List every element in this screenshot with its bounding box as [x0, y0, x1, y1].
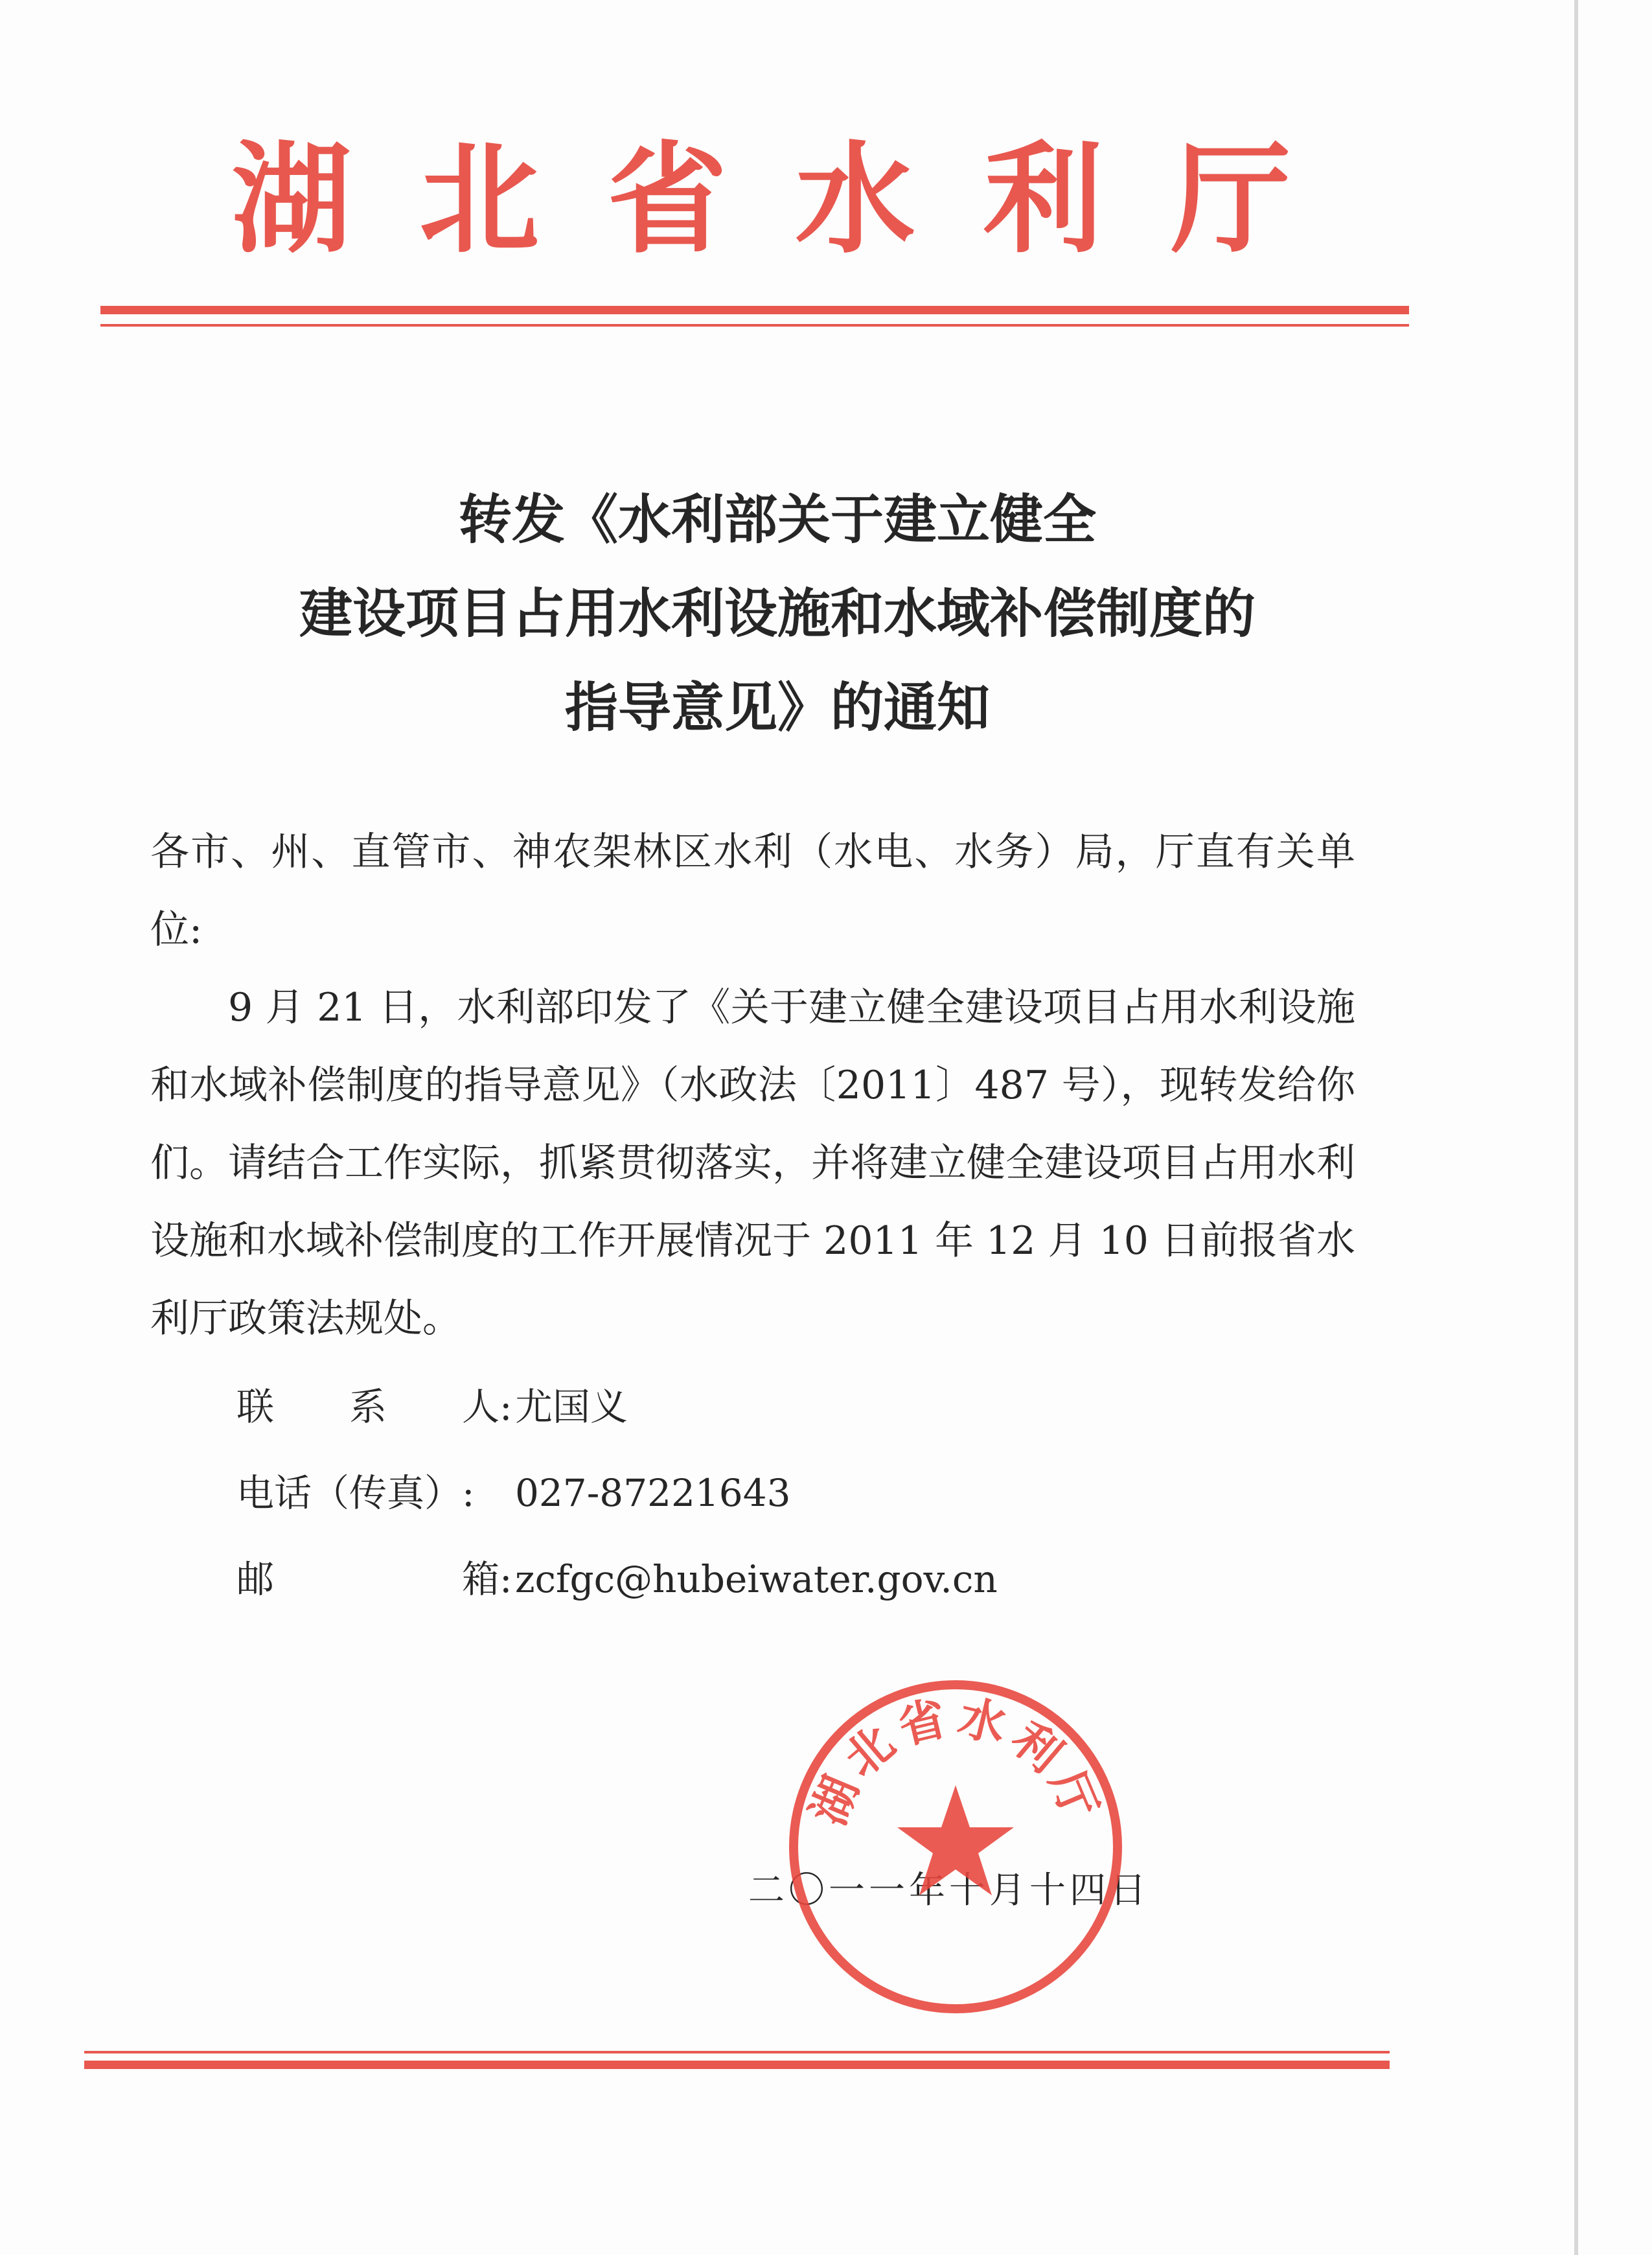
title-line-1: 转发《水利部关于建立健全 — [458, 489, 1096, 551]
contact-person-row — [236, 1364, 998, 1450]
seal-star-icon — [897, 1785, 1014, 1895]
issue-date: 二〇一一年十月十四日 — [748, 1869, 1150, 1912]
salutation: 各市、州、直管市、神农架林区水利（水电、水务）局，厅直有关单位: — [150, 829, 1355, 953]
contact-email-row — [236, 1536, 998, 1623]
footer-rule-thin — [84, 2051, 1390, 2053]
seal-text: 湖北省水利厅 — [801, 1689, 1110, 1833]
footer-rule-thick — [84, 2061, 1390, 2069]
issuer-header: 湖北省水利厅 — [231, 128, 1359, 270]
header-rule-thick — [100, 306, 1409, 314]
contact-person-label: 联 系 人: — [236, 1385, 512, 1429]
official-seal — [781, 1672, 1130, 2022]
contact-phone-label: 电话（传真）: — [236, 1471, 475, 1515]
contact-phone-row — [236, 1450, 998, 1536]
document-title — [130, 473, 1425, 755]
document-body — [150, 813, 1355, 1358]
title-line-2: 建设项目占用水利设施和水域补偿制度的 — [299, 583, 1256, 645]
contact-phone-value: 027-87221643 — [515, 1471, 791, 1515]
scan-edge-shadow — [1574, 0, 1578, 2255]
contact-email-value: zcfgc@hubeiwater.gov.cn — [515, 1557, 998, 1601]
contact-email-label: 邮 箱: — [236, 1557, 512, 1601]
contact-person-value: 尤国义 — [515, 1385, 628, 1429]
title-line-3: 指导意见》的通知 — [564, 677, 990, 739]
header-rule-thin — [100, 324, 1409, 327]
contact-block — [236, 1364, 998, 1623]
body-paragraph: 9 月 21 日，水利部印发了《关于建立健全建设项目占用水利设施和水域补偿制度的指导意见》（水政法〔2011〕487 号），现转发给你们。请结合工作实际，抓紧贯彻落实，并将建立健全建设项目占用水利设施和水域补偿制度的工作开展情况于 2011 年 12 月 10 日前报省水利厅政策法规处。 — [150, 985, 1355, 1341]
